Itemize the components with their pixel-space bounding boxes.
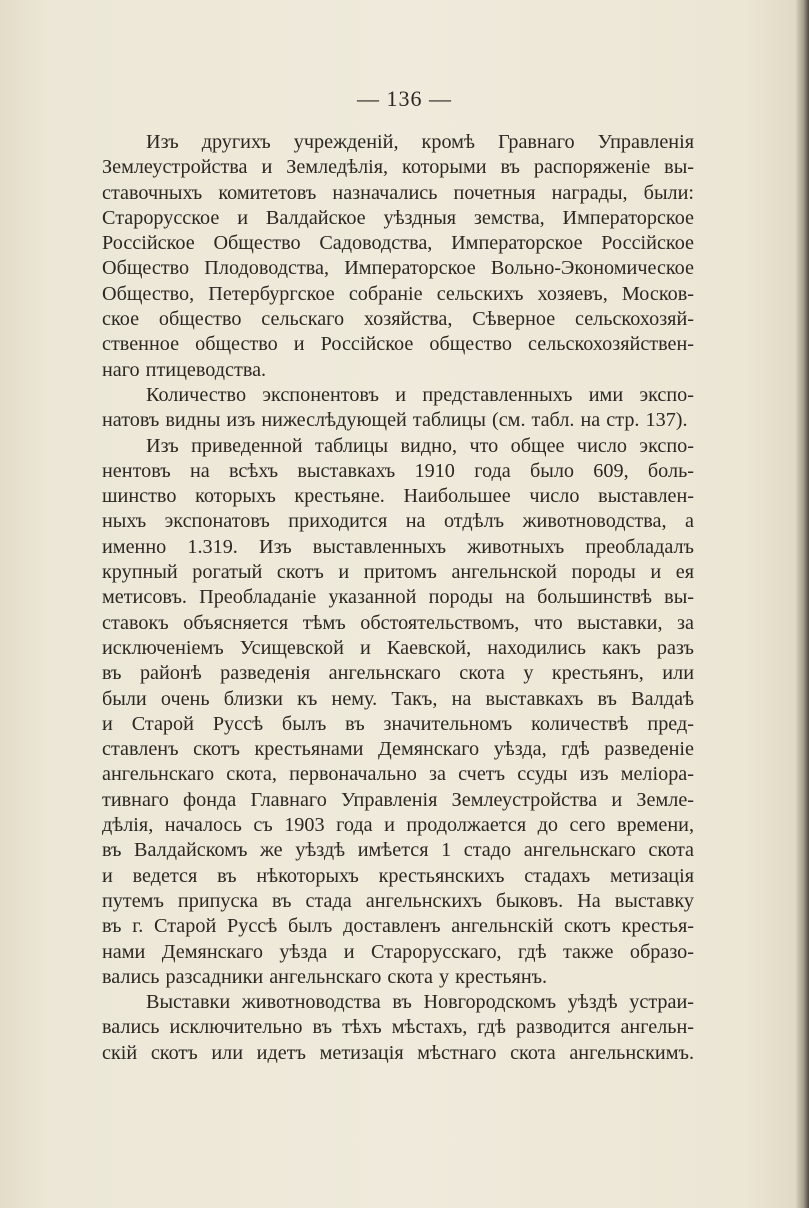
text-line: наго птицеводства. (102, 358, 267, 381)
text-line: тивнаго фонда Главнаго Управленія Землеустройства и Земле- (102, 788, 694, 811)
text-line: Землеустройства и Земледѣлія, которыми въ распоряженіе вы- (102, 156, 694, 179)
text-line: вались разсадники ангельнскаго скота у крестьянъ. (102, 965, 548, 988)
text-line: нами Демянскаго уѣзда и Старорусскаго, гдѣ также образо- (102, 940, 694, 963)
text-line: Выставки животноводства въ Новгородскомъ уѣздѣ устраи- (146, 991, 694, 1014)
text-line: скій скотъ или идетъ метизація мѣстнаго скота ангельнскимъ. (102, 1041, 694, 1064)
text-line: дѣлія, началось съ 1903 года и продолжается до сего времени, (102, 814, 694, 837)
text-line: шинство которыхъ крестьяне. Наибольшее число выставлен- (102, 485, 694, 508)
text-line: ставленъ скотъ крестьянами Демянскаго уѣзда, гдѣ разведеніе (102, 738, 694, 761)
text-line: Изъ другихъ учрежденій, кромѣ Гравнаго Управленія (146, 131, 694, 153)
page-number: — 136 — (357, 86, 452, 111)
text-line: Количество экспонентовъ и представленныхъ ими экспо- (146, 383, 694, 406)
text-line: въ г. Старой Руссѣ былъ доставленъ ангельнскій скотъ крестья- (102, 915, 694, 938)
text-line: ставочныхъ комитетовъ назначались почетныя награды, были: (102, 181, 694, 204)
text-line: метисовъ. Преобладаніе указанной породы на большинствѣ вы- (102, 586, 694, 609)
text-line: ставокъ объясняется тѣмъ обстоятельствомъ, что выставки, за (102, 611, 694, 634)
text-line: путемъ припуска въ стада ангельнскихъ быковъ. На выставку (102, 889, 694, 912)
text-line: именно 1.319. Изъ выставленныхъ животныхъ преобладалъ (102, 535, 694, 558)
text-line: ское общество сельскаго хозяйства, Сѣверное сельскохозяй- (102, 308, 694, 331)
text-line: ственное общество и Россійское общество сельскохозяйствен- (102, 333, 694, 356)
text-line: нентовъ на всѣхъ выставкахъ 1910 года было 609, боль- (102, 459, 694, 482)
text-line: ангельнскаго скота, первоначально за счетъ ссуды изъ меліора- (102, 763, 694, 786)
text-line: Общество, Петербургское собраніе сельскихъ хозяевъ, Москов- (102, 282, 694, 305)
text-line: ныхъ экспонатовъ приходится на отдѣлъ животноводства, а (102, 510, 694, 533)
text-line: и Старой Руссѣ былъ въ значительномъ количествѣ пред- (102, 712, 694, 735)
page-edge-shadow (795, 0, 809, 1208)
text-line: крупный рогатый скотъ и притомъ ангельнской породы и ея (102, 561, 694, 584)
text-line: вались исключительно въ тѣхъ мѣстахъ, гдѣ разводится ангельн- (102, 1016, 694, 1039)
text-line: въ районѣ разведенія ангельнскаго скота у крестьянъ, или (102, 662, 694, 685)
text-line: были очень близки къ нему. Такъ, на выставкахъ въ Валдаѣ (102, 687, 694, 710)
text-line: въ Валдайскомъ же уѣздѣ имѣется 1 стадо ангельнскаго скота (102, 839, 694, 862)
text-line: натовъ видны изъ нижеслѣдующей таблицы (см. табл. на стр. 137). (102, 409, 688, 432)
text-line: исключеніемъ Усищевской и Каевской, находились какъ разъ (102, 636, 694, 659)
text-line: Общество Плодоводства, Императорское Вольно-Экономическое (102, 257, 694, 280)
text-line: Россійское Общество Садоводства, Императорское Россійское (102, 232, 694, 255)
text-line: и ведется въ нѣкоторыхъ крестьянскихъ стадахъ метизація (102, 864, 694, 887)
body-text (102, 130, 694, 1066)
text-line: Изъ приведенной таблицы видно, что общее число экспо- (146, 434, 694, 457)
text-line: Старорусское и Валдайское уѣздныя земства, Императорское (102, 206, 694, 229)
